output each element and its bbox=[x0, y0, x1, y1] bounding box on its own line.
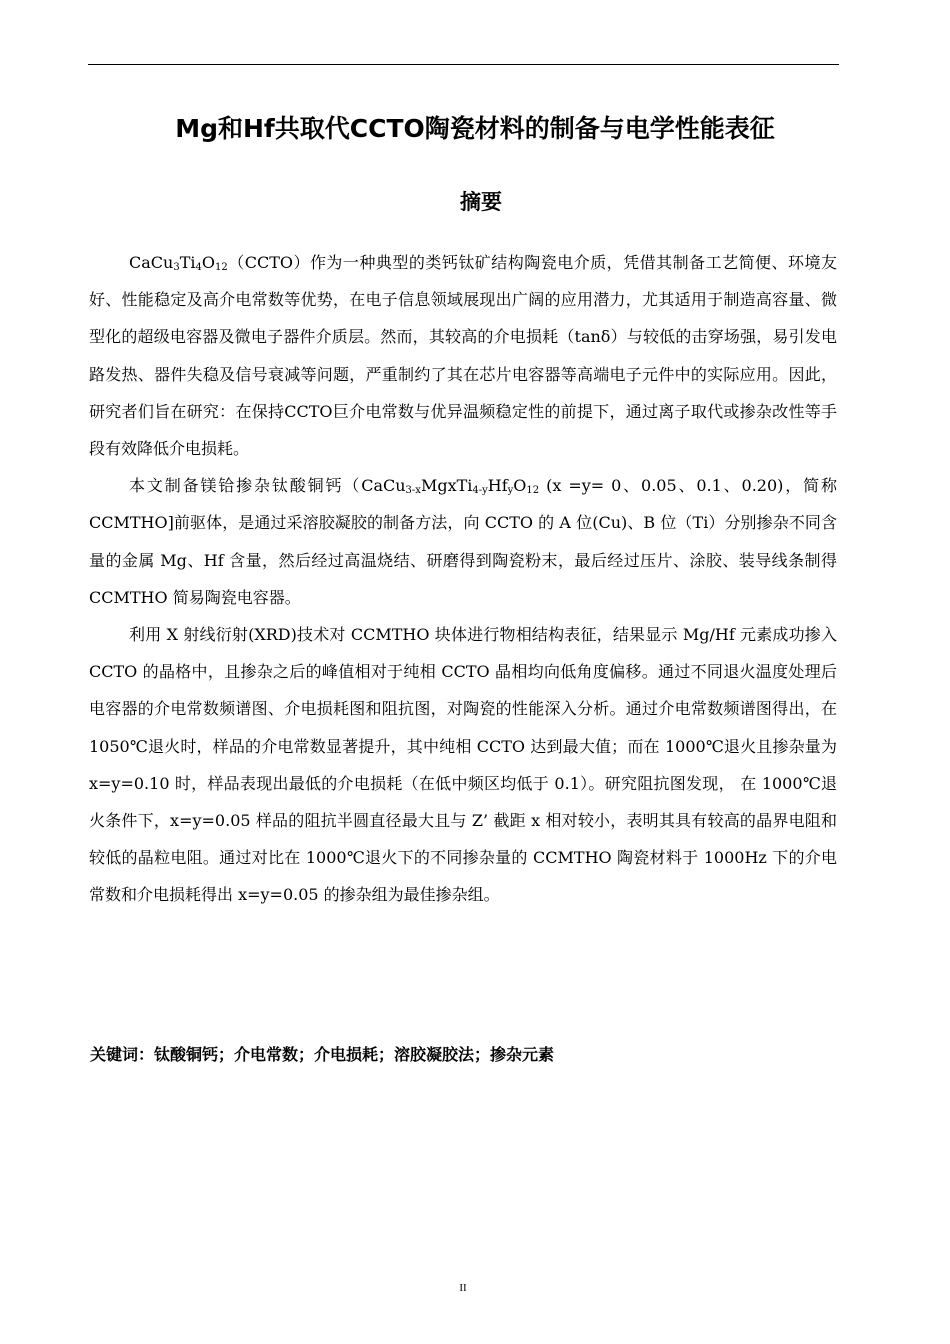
formula-subscript: 3-x bbox=[405, 485, 421, 497]
paragraph-1-text: （CCTO）作为一种典型的类钙钛矿结构陶瓷电介质，凭借其制备工艺简便、环境友好、性能稳定及高介电常数等优势，在电子信息领域展现出广阔的应用潜力，尤其适用于制造高容量、微型化的超级电容器及微电子器件介质层。然而，其较高的介电损耗（tanδ）与较低的击穿场强，易引发电路发热、器件失稳及信号衰减等问题，严重制约了其在芯片电容器等高端电子元件中的实际应用。因此，研究者们旨在研究：在保持CCTO巨介电常数与优异温频稳定性的前提下，通过离子取代或掺杂改性等手段有效降低介电损耗。 bbox=[89, 253, 837, 459]
paragraph-2-text: (x =y= 0、0.05、0.1、0.20)，简称CCMTHO]前驱体，是通过采溶胶凝胶的制备方法，向 CCTO 的 A 位(Cu)、B 位（Ti）分别掺杂不同含量的金属 Mg、Hf 含量，然后经过高温烧结、研磨得到陶瓷粉末，最后经过压片、涂胶、装导线条制得 CCMTHO 简易陶瓷电容器。 bbox=[89, 476, 837, 607]
formula-part: O bbox=[513, 476, 527, 496]
formula-part: CaCu bbox=[129, 253, 174, 272]
formula-subscript: 12 bbox=[215, 262, 228, 273]
formula-subscript: 4-y bbox=[472, 485, 488, 497]
formula-part: O bbox=[201, 253, 215, 272]
abstract-body bbox=[89, 244, 837, 914]
formula-ccto bbox=[129, 253, 228, 272]
formula-subscript: 3 bbox=[173, 262, 180, 273]
abstract-paragraph-3: 利用 X 射线衍射(XRD)技术对 CCMTHO 块体进行物相结构表征，结果显示 Mg/Hf 元素成功掺入 CCTO 的晶格中，且掺杂之后的峰值相对于纯相 CCTO 晶相均向低角度偏移。通过不同退火温度处理后电容器的介电常数频谱图、介电损耗图和阻抗图，对陶瓷的性能深入分析。通过介电常数频谱图得出，在 1050℃退火时，样品的介电常数显著提升，其中纯相 CCTO 达到最大值；而在 1000℃退火且掺杂量为 x=y=0.10 时，样品表现出最低的介电损耗（在低中频区均低于 0.1）。研究阻抗图发现， 在 1000℃退火条件下，x=y=0.05 样品的阻抗半圆直径最大且与 Z’ 截距 x 相对较小，表明其具有较高的晶界电阻和较低的晶粒电阻。通过对比在 1000℃退火下的不同掺杂量的 CCMTHO 陶瓷材料于 1000Hz 下的介电常数和介电损耗得出 x=y=0.05 的掺杂组为最佳掺杂组。 bbox=[89, 625, 837, 905]
paper-title: Mg和Hf共取代CCTO陶瓷材料的制备与电学性能表征 bbox=[175, 114, 775, 143]
header-rule bbox=[88, 64, 839, 65]
abstract-paragraph-1 bbox=[89, 244, 837, 467]
formula-part: Ti bbox=[179, 253, 196, 272]
formula-subscript: 4 bbox=[195, 262, 202, 273]
abstract-paragraph-2 bbox=[89, 467, 837, 616]
formula-subscript: y bbox=[507, 485, 514, 497]
formula-part: MgxTi bbox=[420, 476, 473, 496]
paragraph-2-intro: 本文制备镁铪掺杂钛酸铜钙（CaCu bbox=[129, 476, 406, 496]
page-number: II bbox=[459, 1282, 467, 1294]
abstract-heading: 摘要 bbox=[460, 190, 502, 214]
keywords: 关键词：钛酸铜钙；介电常数；介电损耗；溶胶凝胶法；掺杂元素 bbox=[90, 1045, 555, 1064]
formula-part: Hf bbox=[487, 476, 508, 496]
formula-subscript: 12 bbox=[526, 485, 540, 497]
